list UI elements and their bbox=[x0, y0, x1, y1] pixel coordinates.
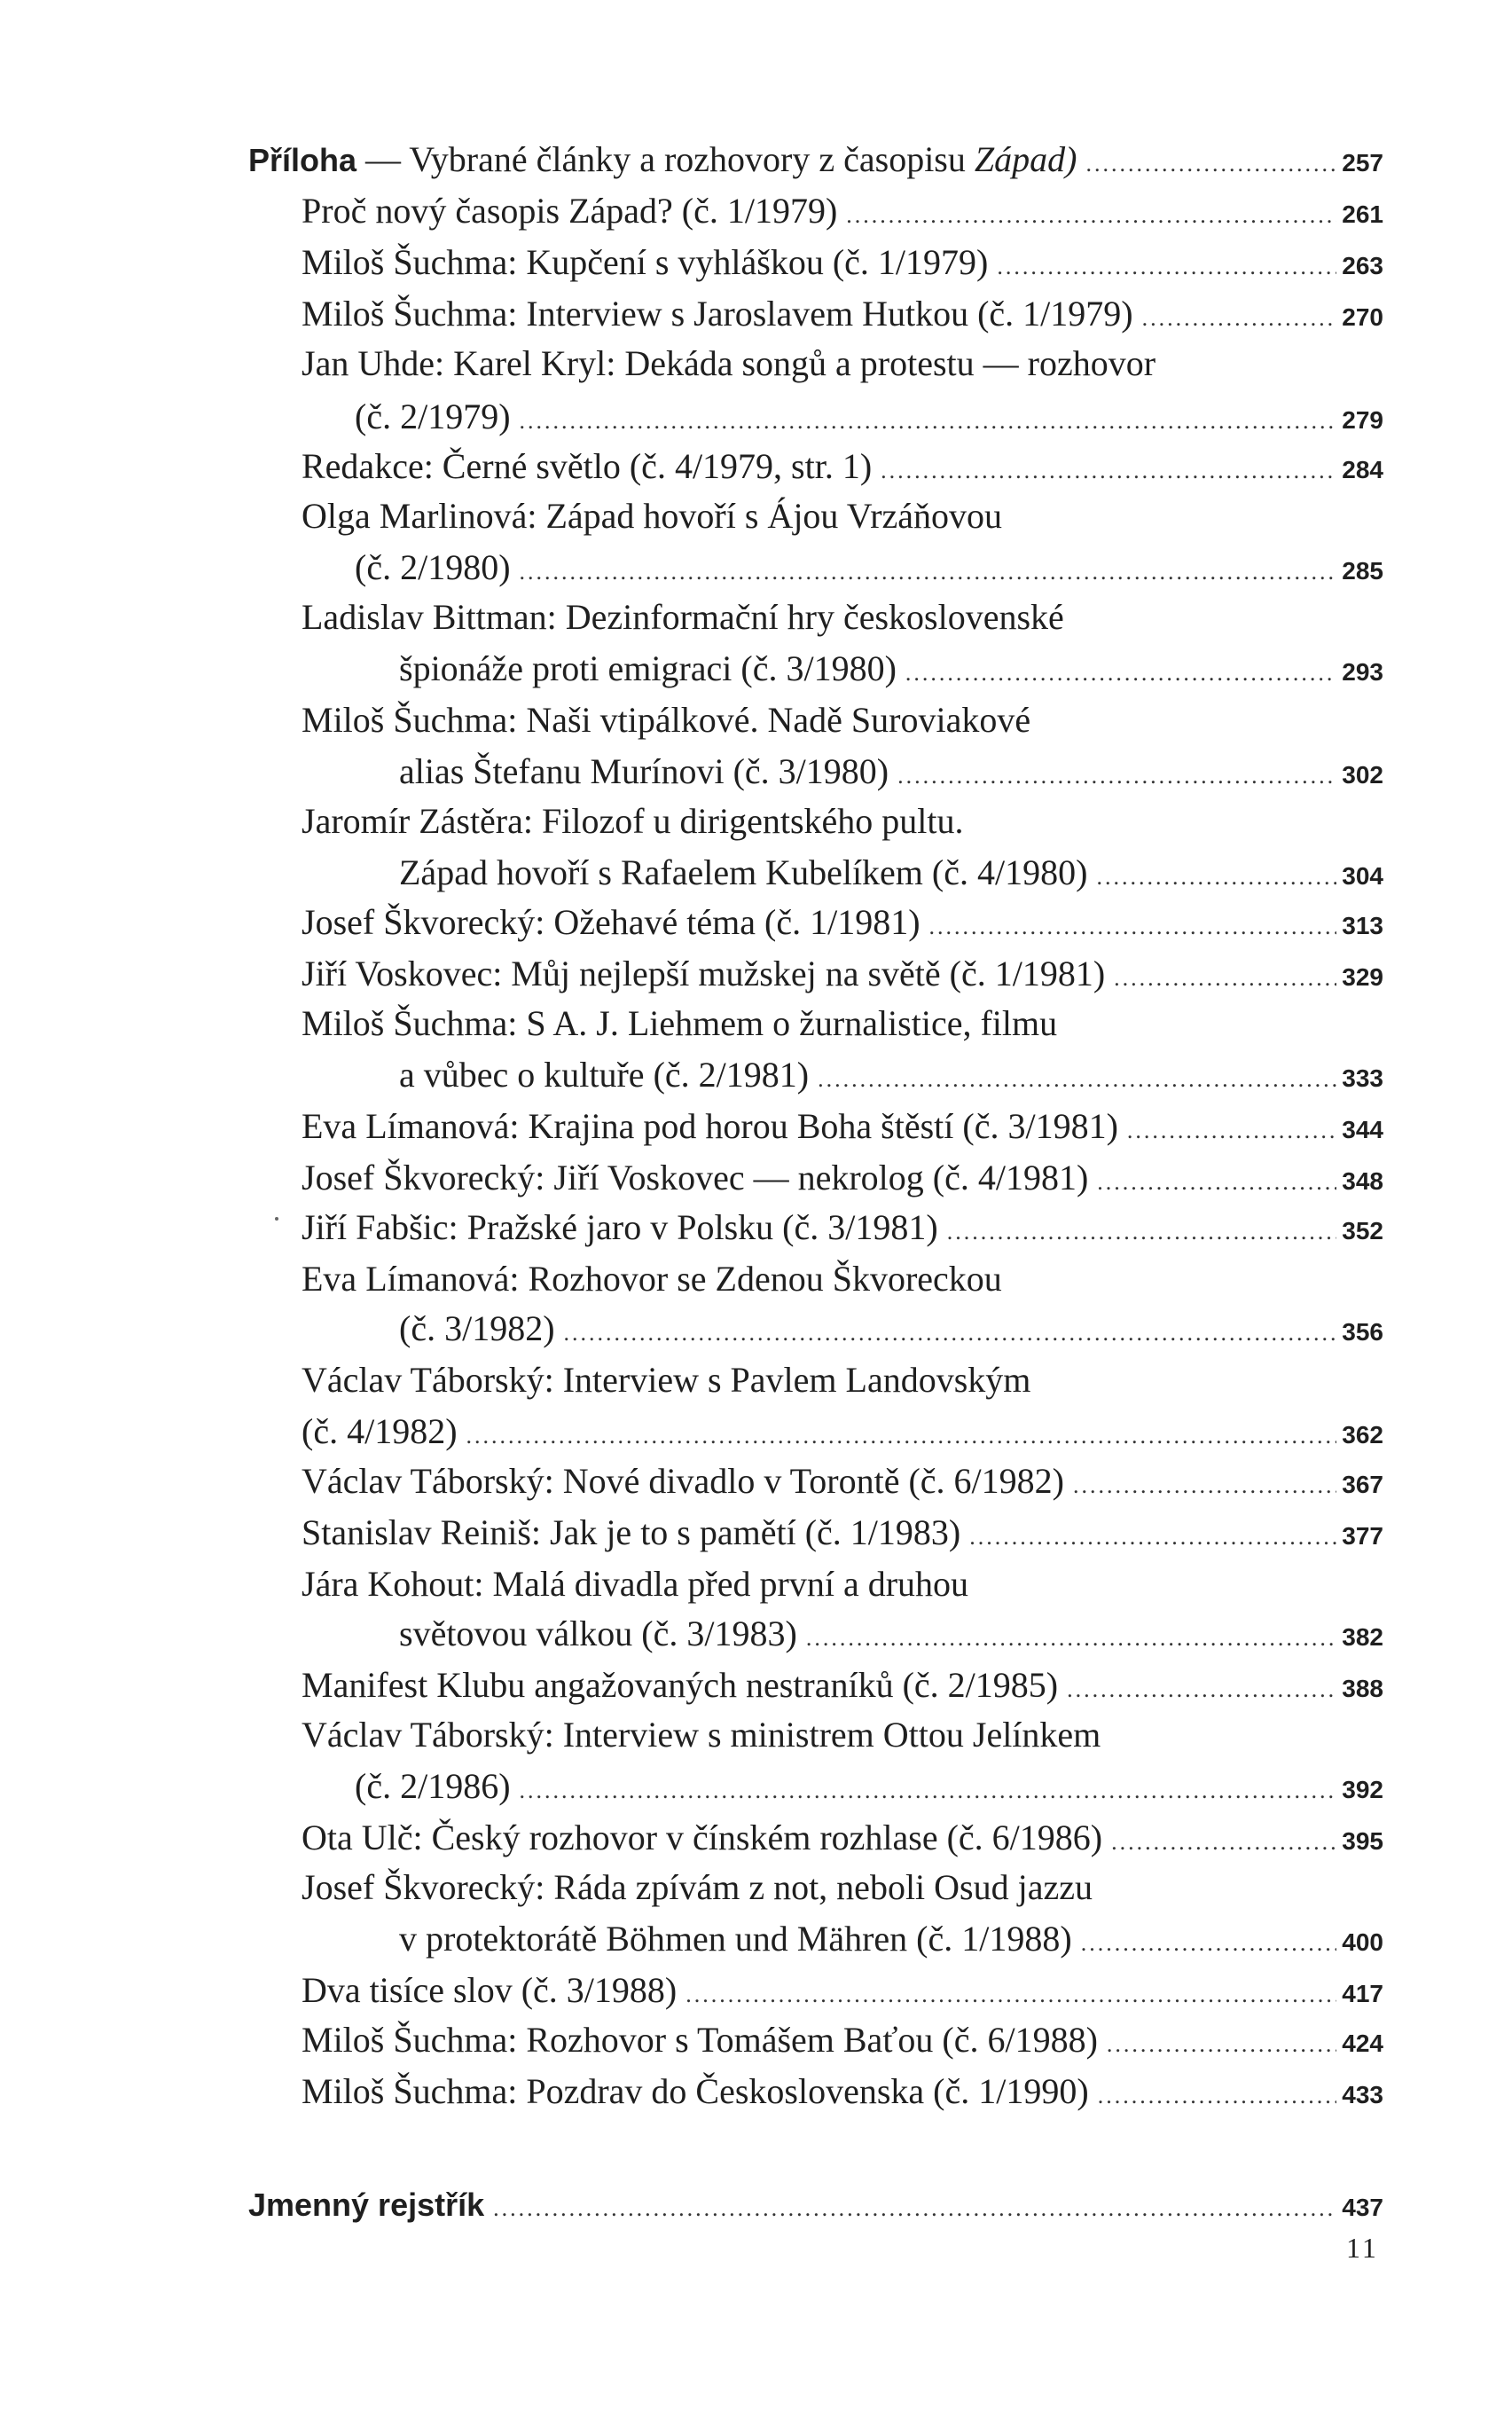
page-number: 400 bbox=[1342, 1928, 1383, 1956]
toc-entry bbox=[302, 2017, 1383, 2068]
toc-entry bbox=[302, 594, 1064, 640]
page-number: 377 bbox=[1342, 1522, 1383, 1550]
entry-title: Redakce: Černé světlo (č. 4/1979, str. 1) bbox=[302, 446, 873, 486]
dot-leader bbox=[1096, 854, 1336, 900]
entry-title: Josef Škvorecký: Jiří Voskovec — nekrolog (č. 4/1981) bbox=[302, 1158, 1089, 1197]
entry-title: Josef Škvorecký: Ráda zpívám z not, neboli Osud jazzu bbox=[302, 1867, 1093, 1907]
toc-entry-continuation bbox=[399, 749, 1383, 799]
dot-leader bbox=[1098, 2073, 1337, 2119]
dot-leader bbox=[969, 1514, 1336, 1560]
index-label: Jmenný rejstřík bbox=[248, 2187, 485, 2223]
page-number: 356 bbox=[1342, 1318, 1383, 1346]
entry-title: (č. 2/1979) bbox=[355, 397, 511, 436]
dot-leader bbox=[520, 398, 1337, 444]
page-number: 352 bbox=[1342, 1217, 1383, 1244]
toc-entry bbox=[302, 798, 964, 844]
entry-title: Václav Táborský: Interview s ministrem Ottou Jelínkem bbox=[302, 1715, 1101, 1755]
toc-entry-continuation bbox=[399, 1916, 1383, 1967]
dot-leader bbox=[1097, 1159, 1336, 1205]
entry-title: Josef Škvorecký: Ožehavé téma (č. 1/1981) bbox=[302, 902, 921, 942]
page-number: 270 bbox=[1342, 303, 1383, 331]
dot-leader bbox=[493, 2186, 1336, 2232]
dot-leader bbox=[1085, 141, 1336, 187]
entry-title: Miloš Šuchma: Interview s Jaroslavem Hutkou (č. 1/1979) bbox=[302, 294, 1133, 334]
entry-title: v protektorátě Böhmen und Mähren (č. 1/1988) bbox=[399, 1919, 1072, 1959]
page-number: 293 bbox=[1342, 658, 1383, 686]
page-number: 329 bbox=[1342, 963, 1383, 991]
dot-leader bbox=[905, 650, 1336, 696]
dot-leader bbox=[685, 1972, 1336, 2018]
entry-title: (č. 2/1980) bbox=[355, 547, 511, 587]
dot-leader bbox=[929, 904, 1337, 950]
toc-entry bbox=[302, 1712, 1101, 1758]
dot-leader bbox=[846, 192, 1336, 239]
toc-entry bbox=[302, 2069, 1383, 2119]
toc-entry bbox=[302, 1662, 1383, 1713]
toc-appendix-heading bbox=[248, 137, 1383, 187]
toc-index-heading bbox=[248, 2182, 1383, 2232]
entry-title: Ota Ulč: Český rozhovor v čínském rozhlase (č. 6/1986) bbox=[302, 1818, 1103, 1857]
entry-title: Václav Táborský: Interview s Pavlem Landovským bbox=[302, 1360, 1031, 1400]
toc-entry-continuation bbox=[399, 850, 1383, 900]
dot-leader bbox=[1067, 1667, 1336, 1713]
toc-entry-continuation bbox=[399, 1611, 1383, 1661]
toc-entry-continuation bbox=[302, 1409, 1383, 1459]
entry-title: Miloš Šuchma: Pozdrav do Československa (č. 1/1990) bbox=[302, 2071, 1089, 2111]
page-number: 382 bbox=[1342, 1623, 1383, 1651]
page-folio: 11 bbox=[1346, 2232, 1379, 2264]
page-number: 433 bbox=[1342, 2081, 1383, 2108]
toc-entry bbox=[302, 1256, 1002, 1302]
dot-leader bbox=[897, 753, 1336, 799]
entry-title: Miloš Šuchma: Kupčení s vyhláškou (č. 1/1979) bbox=[302, 242, 989, 282]
toc-entry bbox=[302, 1103, 1383, 1154]
dot-leader bbox=[520, 1768, 1337, 1814]
dot-leader bbox=[881, 448, 1336, 494]
toc-entry bbox=[302, 1458, 1383, 1509]
dot-leader bbox=[1073, 1463, 1336, 1509]
dot-leader bbox=[1114, 955, 1336, 1001]
entry-title: Jára Kohout: Malá divadla před první a druhou bbox=[302, 1564, 969, 1604]
toc-entry bbox=[302, 1561, 968, 1607]
toc-entry bbox=[302, 291, 1383, 342]
page-number: 344 bbox=[1342, 1116, 1383, 1143]
entry-title: Dva tisíce slov (č. 3/1988) bbox=[302, 1970, 678, 2010]
page-number: 417 bbox=[1342, 1980, 1383, 2007]
toc-entry-continuation bbox=[355, 394, 1383, 444]
toc-entry bbox=[302, 1001, 1057, 1047]
toc-entry bbox=[302, 697, 1030, 743]
toc-entry bbox=[302, 444, 1383, 494]
entry-title: Proč nový časopis Západ? (č. 1/1979) bbox=[302, 191, 838, 231]
toc-entry-continuation bbox=[399, 1052, 1383, 1103]
entry-title: Jiří Voskovec: Můj nejlepší mužskej na světě (č. 1/1981) bbox=[302, 954, 1106, 993]
page-number: 284 bbox=[1342, 456, 1383, 483]
page-number: 348 bbox=[1342, 1167, 1383, 1195]
entry-title: špionáže proti emigraci (č. 3/1980) bbox=[399, 648, 897, 688]
dot-leader bbox=[1107, 2022, 1336, 2068]
toc-entry-continuation bbox=[399, 646, 1383, 696]
entry-title: světovou válkou (č. 3/1983) bbox=[399, 1614, 797, 1653]
dot-leader bbox=[818, 1056, 1336, 1103]
page-number: 333 bbox=[1342, 1064, 1383, 1092]
dot-leader bbox=[1142, 295, 1337, 342]
toc-entry bbox=[302, 1865, 1093, 1911]
dot-leader bbox=[1127, 1108, 1336, 1154]
scan-speck bbox=[275, 1217, 278, 1221]
dot-leader bbox=[466, 1413, 1337, 1459]
entry-title: Jaromír Zástěra: Filozof u dirigentského pultu. bbox=[302, 801, 964, 841]
toc-entry bbox=[302, 341, 1156, 387]
toc-entry bbox=[302, 1510, 1383, 1560]
toc-entry bbox=[302, 899, 1383, 950]
entry-title: (č. 2/1986) bbox=[355, 1766, 511, 1806]
entry-title: Stanislav Reiniš: Jak je to s pamětí (č. 1/1983) bbox=[302, 1512, 961, 1552]
page-number: 285 bbox=[1342, 557, 1383, 585]
toc-entry bbox=[302, 1815, 1383, 1865]
page-number: 395 bbox=[1342, 1827, 1383, 1855]
entry-title: Eva Límanová: Krajina pod horou Boha štěstí (č. 3/1981) bbox=[302, 1106, 1118, 1146]
dot-leader bbox=[997, 244, 1336, 290]
toc-entry-continuation bbox=[355, 545, 1383, 595]
page-number: 367 bbox=[1342, 1471, 1383, 1498]
page-number: 302 bbox=[1342, 761, 1383, 789]
entry-title: Jiří Fabšic: Pražské jaro v Polsku (č. 3/1981) bbox=[302, 1207, 938, 1247]
page-number: 437 bbox=[1342, 2194, 1383, 2221]
dot-leader bbox=[1081, 1920, 1337, 1967]
appendix-label: Příloha bbox=[248, 142, 357, 178]
toc-entry bbox=[302, 1357, 1030, 1403]
entry-title: Manifest Klubu angažovaných nestraníků (č. 2/1985) bbox=[302, 1665, 1059, 1705]
toc-entry bbox=[302, 188, 1383, 239]
page-number: 304 bbox=[1342, 862, 1383, 890]
toc-entry bbox=[302, 1155, 1383, 1205]
dot-leader bbox=[564, 1310, 1337, 1356]
entry-title: (č. 3/1982) bbox=[399, 1308, 555, 1348]
entry-title: Jan Uhde: Karel Kryl: Dekáda songů a protestu — rozhovor bbox=[302, 343, 1156, 383]
toc-entry bbox=[302, 951, 1383, 1001]
page-number: 313 bbox=[1342, 912, 1383, 939]
entry-title: Miloš Šuchma: S A. J. Liehmem o žurnalistice, filmu bbox=[302, 1003, 1058, 1043]
toc-entry bbox=[302, 239, 1383, 290]
appendix-title-italic: Západ) bbox=[974, 139, 1077, 179]
toc-entry bbox=[302, 1205, 1383, 1255]
entry-title: a vůbec o kultuře (č. 2/1981) bbox=[399, 1055, 810, 1095]
entry-title: Olga Marlinová: Západ hovoří s Ájou Vrzáňovou bbox=[302, 496, 1003, 536]
page-number: 261 bbox=[1342, 200, 1383, 228]
dot-leader bbox=[520, 549, 1337, 595]
entry-title: Miloš Šuchma: Rozhovor s Tomášem Baťou (č. 6/1988) bbox=[302, 2020, 1098, 2060]
toc-entry-continuation bbox=[355, 1763, 1383, 1814]
toc-appendix-title bbox=[248, 137, 1077, 184]
page-number: 257 bbox=[1342, 149, 1383, 177]
entry-title: Václav Táborský: Nové divadlo v Torontě (č. 6/1982) bbox=[302, 1461, 1064, 1501]
toc-entry-continuation bbox=[399, 1306, 1383, 1356]
page-number: 392 bbox=[1342, 1776, 1383, 1803]
entry-title: alias Štefanu Murínovi (č. 3/1980) bbox=[399, 751, 889, 791]
dot-leader bbox=[1111, 1819, 1336, 1865]
appendix-title-plain: — Vybrané články a rozhovory z časopisu bbox=[365, 139, 975, 179]
entry-title: Ladislav Bittman: Dezinformační hry československé bbox=[302, 597, 1064, 637]
page-number: 362 bbox=[1342, 1421, 1383, 1449]
entry-title: Západ hovoří s Rafaelem Kubelíkem (č. 4/1980) bbox=[399, 852, 1088, 892]
page-number: 388 bbox=[1342, 1675, 1383, 1702]
entry-title: Miloš Šuchma: Naši vtipálkové. Nadě Suroviakové bbox=[302, 700, 1031, 740]
toc-entry bbox=[302, 1967, 1383, 2018]
dot-leader bbox=[947, 1209, 1337, 1255]
page-number: 279 bbox=[1342, 406, 1383, 434]
entry-title: Eva Límanová: Rozhovor se Zdenou Škvoreckou bbox=[302, 1259, 1002, 1299]
dot-leader bbox=[806, 1615, 1336, 1661]
page-number: 424 bbox=[1342, 2030, 1383, 2057]
page-number: 263 bbox=[1342, 252, 1383, 279]
toc-entry bbox=[302, 493, 1002, 539]
entry-title: (č. 4/1982) bbox=[302, 1411, 458, 1451]
